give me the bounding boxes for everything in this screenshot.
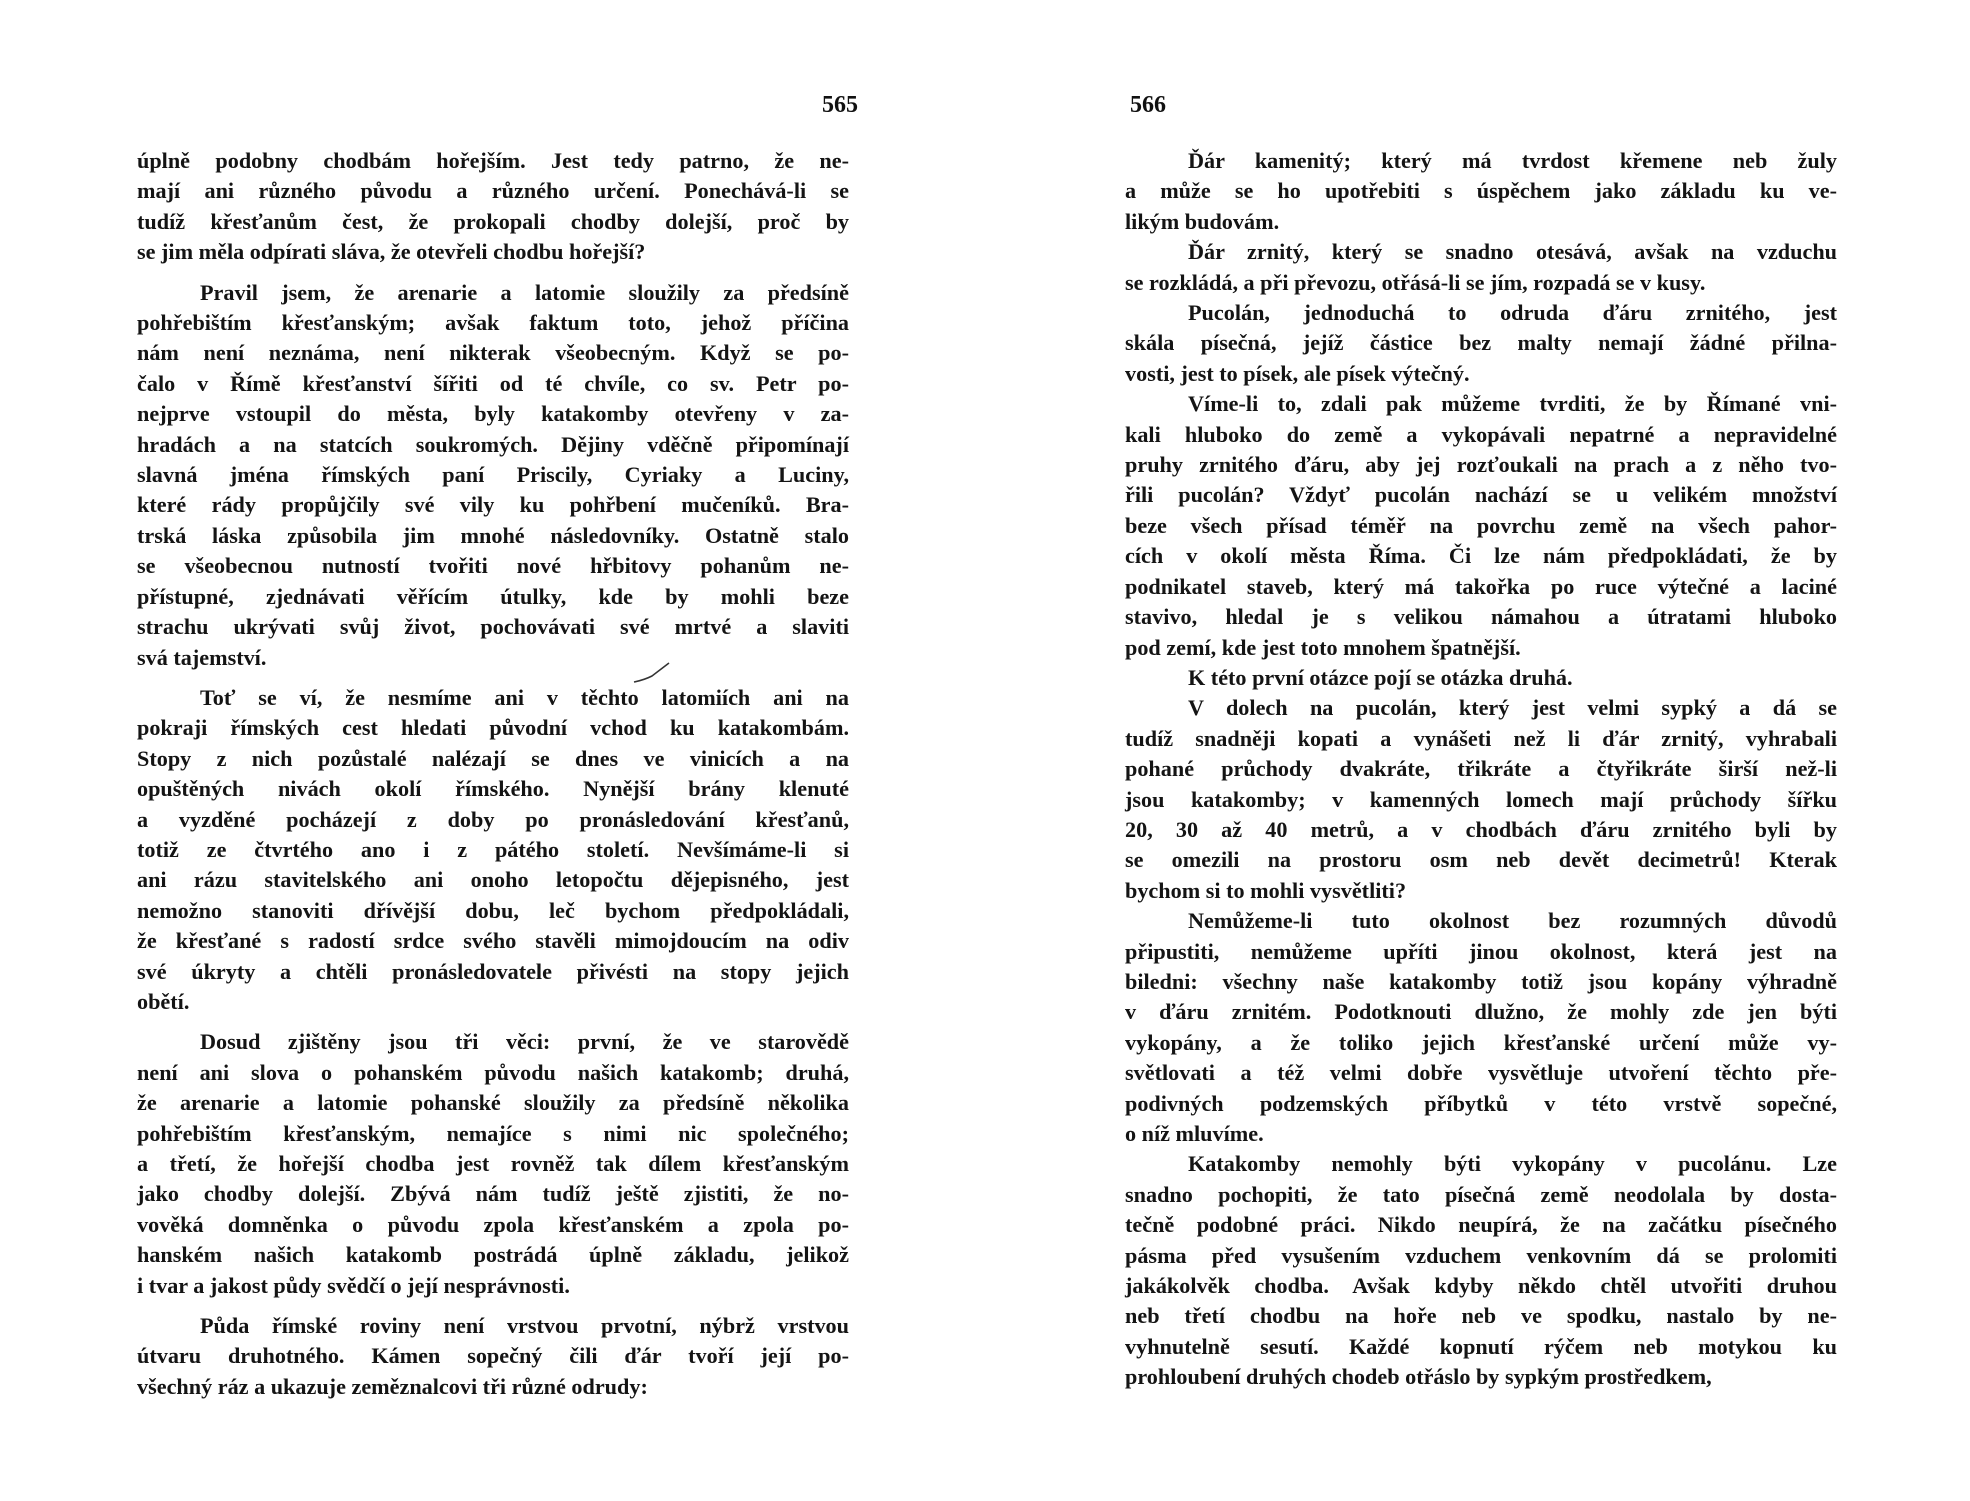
text-line: vyhnutelně sesutí. Každé kopnutí rýčem neb motykou ku [1125, 1333, 1837, 1359]
text-line: své úkryty a chtěli pronásledovatele přivésti na stopy jejich [137, 958, 849, 984]
text-line: připustiti, nemůžeme upříti jinou okolnost, která jest na [1125, 938, 1837, 964]
text-line: pruhy zrnitého ďáru, aby jej rozťoukali na prach a z něho tvo- [1125, 452, 1837, 478]
text-line: slavná jména římských paní Priscily, Cyriaky a Luciny, [137, 462, 849, 488]
text-line: obětí. [137, 988, 190, 1014]
text-line: pohřebištím křesťanským; avšak faktum toto, jehož příčina [137, 310, 849, 336]
text-line: Víme-li to, zdali pak můžeme tvrditi, že by Římané vni- [1188, 391, 1837, 417]
text-line: K této první otázce pojí se otázka druhá. [1188, 664, 1573, 690]
text-line: ani rázu stavitelského ani onoho letopočtu dějepisného, jest [137, 867, 849, 893]
paragraph [137, 1027, 849, 1301]
right-page [985, 0, 1970, 1501]
text-line: svá tajemství. [137, 644, 267, 670]
paragraph [1125, 237, 1837, 298]
paragraph [1125, 389, 1837, 663]
text-line: Katakomby nemohly býti vykopány v pucolánu. Lze [1188, 1151, 1837, 1177]
text-line: pohřebištím křesťanským, nemajíce s nimi nic společného; [137, 1120, 849, 1146]
text-line: cích v okolí města Říma. Či lze nám předpokládati, že by [1125, 543, 1837, 569]
text-line: řili pucolán? Vždyť pucolán nachází se u velikém množství [1125, 482, 1837, 508]
text-line: útvaru druhotného. Kámen sopečný čili ďár tvoří její po- [137, 1343, 849, 1369]
text-line: snadno pochopiti, že tato písečná země neodolala by dosta- [1125, 1181, 1837, 1207]
paragraph [1125, 298, 1837, 389]
text-line: se rozkládá, a při převozu, otřásá-li se jím, rozpadá se v kusy. [1125, 269, 1706, 295]
text-line: pásma před vysušením vzduchem venkovním dá se prolomiti [1125, 1242, 1837, 1268]
paragraph [1125, 146, 1837, 237]
text-line: čalo v Římě křesťanství šířiti od té chvíle, co sv. Petr po- [137, 370, 849, 396]
text-line: stavivo, hledal je s velikou námahou a útratami hluboko [1125, 604, 1837, 630]
text-line: pokraji římských cest hledati původní vchod ku katakombám. [137, 715, 849, 741]
text-line: biledni: všechny naše katakomby totiž jsou kopány výhradně [1125, 968, 1837, 994]
text-line: a vyzděné pocházejí z doby po pronásledování křesťanů, [137, 806, 849, 832]
page-number: 566 [1130, 92, 1166, 118]
text-line: tudíž snadněji kopati a vynášeti než li ďár zrnitý, vyhrabali [1125, 725, 1837, 751]
text-line: přístupné, zjednávati věřícím útulky, kde by mohli beze [137, 583, 849, 609]
text-line: Dosud zjištěny jsou tři věci: první, že ve starovědě [200, 1029, 849, 1055]
text-line: a může se ho upotřebiti s úspěchem jako základu ku ve- [1125, 178, 1837, 204]
text-line: 20, 30 až 40 metrů, a v chodbách ďáru zrnitého byli by [1125, 816, 1837, 842]
text-line: pohané průchody dvakráte, třikráte a čtyřikráte širší než-li [1125, 756, 1837, 782]
text-line: se jim měla odpírati sláva, že otevřeli chodbu hořejší? [137, 239, 646, 265]
paragraph [137, 278, 849, 673]
page-text [1125, 146, 1837, 1393]
text-line: kali hluboko do země a vykopávali nepatrné a nepravidelné [1125, 421, 1837, 447]
text-line: nejprve vstoupil do města, byly katakomby otevřeny v za- [137, 401, 849, 427]
text-line: podnikatel staveb, který má takořka po ruce výtečné a laciné [1125, 573, 1837, 599]
paragraph [137, 146, 849, 268]
text-line: Nemůžeme-li tuto okolnost bez rozumných důvodů [1188, 908, 1837, 934]
text-line: hradách a na statcích soukromých. Dějiny vděčně připomínají [137, 431, 849, 457]
text-line: likým budovám. [1125, 208, 1280, 234]
text-line: totiž ze čtvrtého ano i z pátého století. Nevšímáme-li si [137, 836, 849, 862]
text-line: v ďáru zrnitém. Podotknouti dlužno, že mohly zde jen býti [1125, 999, 1837, 1025]
text-line: nemožno stanoviti dřívější dobu, leč bychom předpokládali, [137, 897, 849, 923]
paragraph [1125, 663, 1837, 693]
text-line: skála písečná, jejíž částice bez malty nemají žádné přilna- [1125, 330, 1837, 356]
text-line: které rády propůjčily své vily ku pohřbení mučeníků. Bra- [137, 492, 849, 518]
text-line: bychom si to mohli vysvětliti? [1125, 877, 1407, 903]
text-line: V dolech na pucolán, který jest velmi sypký a dá se [1188, 695, 1837, 721]
text-line: hanském našich katakomb postrádá úplně základu, jelikož [137, 1242, 849, 1268]
pencil-mark-icon [632, 660, 672, 686]
text-line: opuštěných nivách okolí římského. Nynější brány klenuté [137, 776, 849, 802]
text-line: prohloubení druhých chodeb otřáslo by sypkým prostředkem, [1125, 1364, 1712, 1390]
text-line: Ďár kamenitý; který má tvrdost křemene neb žuly [1188, 148, 1837, 173]
paragraph [137, 683, 849, 1017]
text-line: beze všech přísad téměř na povrchu země na všech pahor- [1125, 512, 1837, 538]
text-line: trská láska způsobila jim mnohé následovníky. Ostatně stalo [137, 522, 849, 548]
paragraph [1125, 1149, 1837, 1392]
text-line: jsou katakomby; v kamenných lomech mají průchody šířku [1125, 786, 1837, 812]
text-line: není ani slova o pohanském původu našich katakomb; druhá, [137, 1059, 849, 1085]
text-line: a třetí, že hořejší chodba jest rovněž tak dílem křesťanským [137, 1151, 849, 1176]
text-line: Ďár zrnitý, který se snadno otesává, avšak na vzduchu [1188, 239, 1837, 265]
page-text [137, 146, 849, 1402]
text-line: že křesťané s radostí srdce svého stavěli mimojdoucím na odiv [137, 928, 849, 954]
text-line: úplně podobny chodbám hořejším. Jest tedy patrno, že ne- [137, 148, 849, 173]
text-line: mají ani různého původu a různého určení. Ponechává-li se [137, 178, 849, 204]
text-line: jako chodby dolejší. Zbývá nám tudíž ještě zjistiti, že no- [137, 1181, 849, 1207]
text-line: tečně podobné práci. Nikdo neupírá, že na začátku písečného [1125, 1212, 1837, 1238]
text-line: Pucolán, jednoduchá to odruda ďáru zrnitého, jest [1188, 300, 1837, 326]
text-line: neb třetí chodbu na hoře neb ve spodku, nastalo by ne- [1125, 1303, 1837, 1329]
text-line: se všeobecnou nutností tvořiti nové hřbitovy pohanům ne- [137, 553, 849, 579]
text-line: světlovati a též velmi dobře vysvětluje utvoření těchto pře- [1125, 1060, 1837, 1086]
text-line: podivných podzemských příbytků v této vrstvě sopečné, [1125, 1090, 1837, 1116]
text-line: Půda římské roviny není vrstvou prvotní, nýbrž vrstvou [200, 1313, 849, 1339]
text-line: vosti, jest to písek, ale písek výtečný. [1125, 360, 1470, 386]
text-line: o níž mluvíme. [1125, 1121, 1264, 1146]
text-line: vověká domněnka o původu zpola křesťanském a zpola po- [137, 1211, 849, 1237]
text-line: se omezili na prostoru osm neb devět decimetrů! Kterak [1125, 847, 1837, 873]
text-line: pod zemí, kde jest toto mnohem špatnější. [1125, 634, 1521, 660]
text-line: strachu ukrývati svůj život, pochovávati své mrtvé a slaviti [137, 614, 849, 640]
text-line: tudíž křesťanům čest, že prokopali chodby dolejší, proč by [137, 208, 849, 234]
text-line: vykopány, a že toliko jejich křesťanské určení může vy- [1125, 1029, 1837, 1055]
text-line: že arenarie a latomie pohanské sloužily za předsíně několika [137, 1090, 849, 1116]
text-line: jakákolvěk chodba. Avšak kdyby někdo chtěl utvořiti druhou [1125, 1273, 1837, 1299]
paragraph [137, 1311, 849, 1402]
text-line: i tvar a jakost půdy svědčí o její nesprávnosti. [137, 1272, 570, 1298]
paragraph [1125, 693, 1837, 906]
text-line: Stopy z nich pozůstalé nalézají se dnes ve vinicích a na [137, 745, 849, 771]
page-number: 565 [822, 92, 858, 118]
text-line: Toť se ví, že nesmíme ani v těchto latomiích ani na [200, 684, 849, 710]
paragraph [1125, 906, 1837, 1149]
text-line: všechný ráz a ukazuje zeměznalcovi tři různé odrudy: [137, 1373, 648, 1399]
text-line: nám není neznáma, není nikterak všeobecným. Když se po- [137, 340, 849, 366]
text-line: Pravil jsem, že arenarie a latomie sloužily za předsíně [200, 279, 849, 305]
